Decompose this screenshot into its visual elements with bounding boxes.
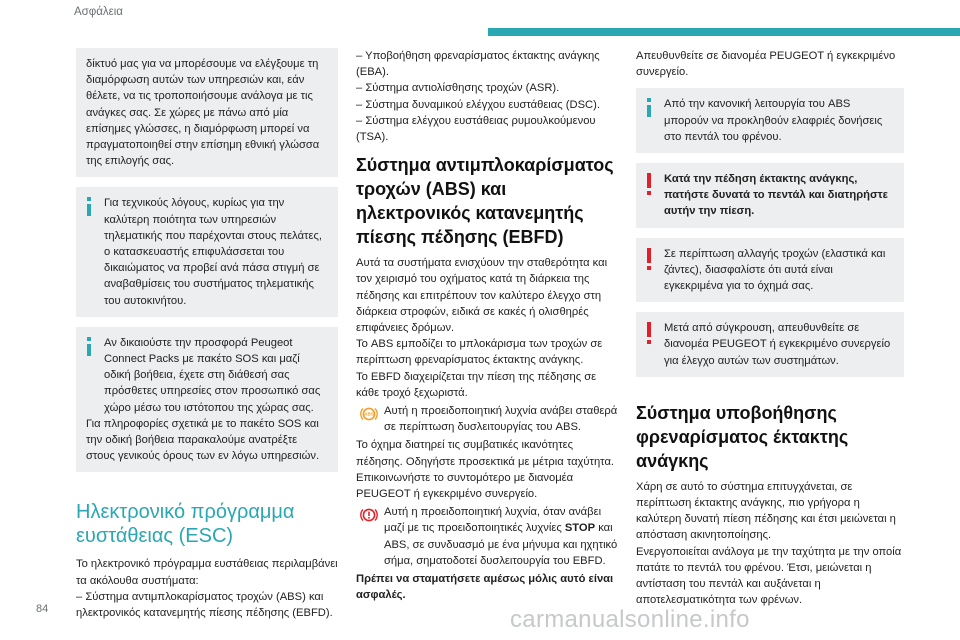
page-header-title: Ασφάλεια — [74, 6, 123, 18]
lamp-note-text: Αυτή η προειδοποιητική λυχνία ανάβει σταθερά σε περίπτωση δυσλειτουργίας του ABS. — [384, 405, 618, 434]
page-number: 84 — [36, 603, 49, 615]
list-item: – Σύστημα δυναμικού ελέγχου ευστάθειας (DSC). — [356, 98, 600, 111]
list-item: – Σύστημα ελέγχου ευστάθειας ρυμουλκούμενου (TSA). — [356, 114, 596, 144]
paragraph: Το EBFD διαχειρίζεται την πίεση της πέδησης σε κάθε τροχό ξεχωριστά. — [356, 370, 597, 399]
warning-note-text: Μετά από σύγκρουση, απευθυνθείτε σε διανομέα PEUGEOT ή εγκεκριμένο συνεργείο για έλεγχο αυτών των συστημάτων. — [664, 322, 891, 367]
lamp-note-text-a: Αυτή η προειδοποιητική λυχνία, όταν ανάβει μαζί με τις προειδοποιητικές λυχνίες — [384, 506, 602, 535]
column-3 — [636, 48, 904, 608]
heading-emergency-brake-assist: Σύστημα υποβοήθησης φρεναρίσματος έκτακτης ανάγκης — [636, 402, 849, 471]
info-note-sos — [76, 327, 338, 473]
warning-note-collision — [636, 312, 904, 377]
info-note-text: Από την κανονική λειτουργία του ABS μπορούν να προκληθούν ελαφριές δονήσεις στο πεντάλ του φρένου. — [664, 98, 883, 143]
paragraph: Αυτά τα συστήματα ενισχύουν την σταθερότητα και τον χειρισμό του οχήματος κατά τη διάρκεια της πέδησης και επιτρέπουν τον καλύτερο έλεγχο στη διάρκεια στροφών, ειδικά σε κακές ή ολισθηρές επιφάνειες δρόμων. — [356, 257, 608, 335]
warning-icon — [646, 248, 654, 270]
warning-note-text: Κατά την πέδηση έκτακτης ανάγκης, πατήστε δυνατά το πεντάλ και διατηρήστε αυτήν την πίεση. — [664, 173, 888, 218]
info-note-text: Αν δικαιούστε την προσφορά Peugeot Connect Packs με πακέτο SOS και μαζί οδική βοήθεια, έχετε στη διάθεσή σας πρόσθετες υπηρεσίες στον προσωπικό σας χώρο μέσω του ιστότοπου της χώρας σας. — [104, 336, 321, 414]
brake-warning-lamp-icon — [360, 506, 378, 524]
warning-note-emergency-braking — [636, 163, 904, 228]
info-note-text: Για τεχνικούς λόγους, κυρίως για την καλύτερη ποιότητα των υπηρεσιών τηλεματικής που παρέχονται στους πελάτες, ο κατασκευαστής επιφυλάσσεται του δικαιώματος να προβεί ανά πάσα στιγμή σε αναβαθμίσεις του συστήματος τηλεματικής του αυτοκινήτου. — [104, 197, 322, 307]
list-item: – Σύστημα αντιμπλοκαρίσματος τροχών (ABS) και ηλεκτρονικός κατανεμητής πίεσης πέδησης (EBFD). — [76, 590, 333, 620]
section-title-esc: Ηλεκτρονικό πρόγραμμα ευστάθειας (ESC) — [76, 501, 295, 548]
info-note-telematics — [76, 187, 338, 316]
info-icon — [646, 98, 654, 120]
warning-note-wheels — [636, 238, 904, 303]
column-1 — [76, 48, 338, 621]
heading-abs-ebfd: Σύστημα αντιμπλοκαρίσματος τροχών (ABS) και ηλεκτρονικός κατανεμητής πίεσης πέδησης (EBFD) — [356, 155, 614, 248]
watermark: carmanualsonline.info — [510, 606, 750, 633]
list-item: – Σύστημα αντιολίσθησης τροχών (ASR). — [356, 82, 560, 95]
abs-icon-label: ABS — [364, 411, 374, 417]
paragraph: Επικοινωνήστε το συντομότερο με διανομέα PEUGEOT ή εγκεκριμένο συνεργείο. — [356, 471, 574, 501]
paragraph: Το ηλεκτρονικό πρόγραμμα ευστάθειας περιλαμβάνει τα ακόλουθα συστήματα: — [76, 558, 338, 587]
header-accent-bar — [488, 28, 960, 36]
warning-icon — [646, 173, 654, 195]
abs-warning-lamp-icon — [360, 405, 378, 423]
warning-icon — [646, 322, 654, 344]
paragraph: Το όχημα διατηρεί τις συμβατικές ικανότητες πέδησης. Οδηγήστε προσεκτικά με μέτρια ταχύτητα. — [356, 439, 615, 468]
paragraph-bold: Πρέπει να σταματήσετε αμέσως μόλις αυτό είναι ασφαλές. — [356, 573, 614, 602]
paragraph: Χάρη σε αυτό το σύστημα επιτυγχάνεται, σε περίπτωση έκτακτης ανάγκης, πιο γρήγορα η καλύτερη δυνατή πίεση πέδησης και έτσι μειώνεται η απόσταση ακινητοποίησης. — [636, 480, 896, 542]
info-note-abs-vibration — [636, 88, 904, 153]
lamp-note-text-b: και ABS, σε συνδυασμό με ένα μήνυμα και ηχητικό σήμα, σηματοδοτεί δυσλειτουργία του EBFD. — [384, 522, 618, 567]
abs-lamp-note — [356, 403, 618, 435]
warning-note-text: Σε περίπτωση αλλαγής τροχών (ελαστικά και ζάντες), διασφαλίστε ότι αυτά είναι εγκεκριμένα για το όχημά σας. — [664, 247, 886, 293]
paragraph: Απευθυνθείτε σε διανομέα PEUGEOT ή εγκεκριμένο συνεργείο. — [636, 50, 896, 79]
info-note-text-2: Για πληροφορίες σχετικά με το πακέτο SOS και την οδική βοήθεια παρακαλούμε ανατρέξτε στους γενικούς όρους των εν λόγω υπηρεσιών. — [86, 417, 320, 463]
list-item: – Υποβοήθηση φρεναρίσματος έκτακτης ανάγκης (EBA). — [356, 50, 600, 79]
info-icon — [86, 197, 94, 219]
ebfd-lamp-note — [356, 504, 618, 569]
stop-label: STOP — [564, 522, 596, 535]
paragraph: Το ABS εμποδίζει το μπλοκάρισμα των τροχών σε περίπτωση φρεναρίσματος έκτακτης ανάγκης. — [356, 338, 603, 367]
paragraph: Ενεργοποιείται ανάλογα με την ταχύτητα με την οποία πατάτε το πεντάλ του φρένου. Έτσι, μειώνεται η αντίσταση του πεντάλ και αυξάνεται η αποτελεσματικότητα των φρένων. — [636, 545, 902, 607]
info-icon — [86, 337, 94, 359]
lamp-note-text — [384, 504, 618, 569]
column-2 — [356, 48, 618, 603]
continued-text-box: δίκτυό μας για να μπορέσουμε να ελέγξουμε τη διαμόρφωση αυτών των υπηρεσιών και, εάν θέλετε, να τις τροποποιήσουμε ανάλογα με τις ανάγκες σας. Σε χώρες με πάνω από μία επίσημες γλώσσες, η διαμόρφωση μπορεί να πραγματοποιηθεί στην επίσημη εθνική γλώσσα της επιλογής σας. — [76, 48, 338, 177]
